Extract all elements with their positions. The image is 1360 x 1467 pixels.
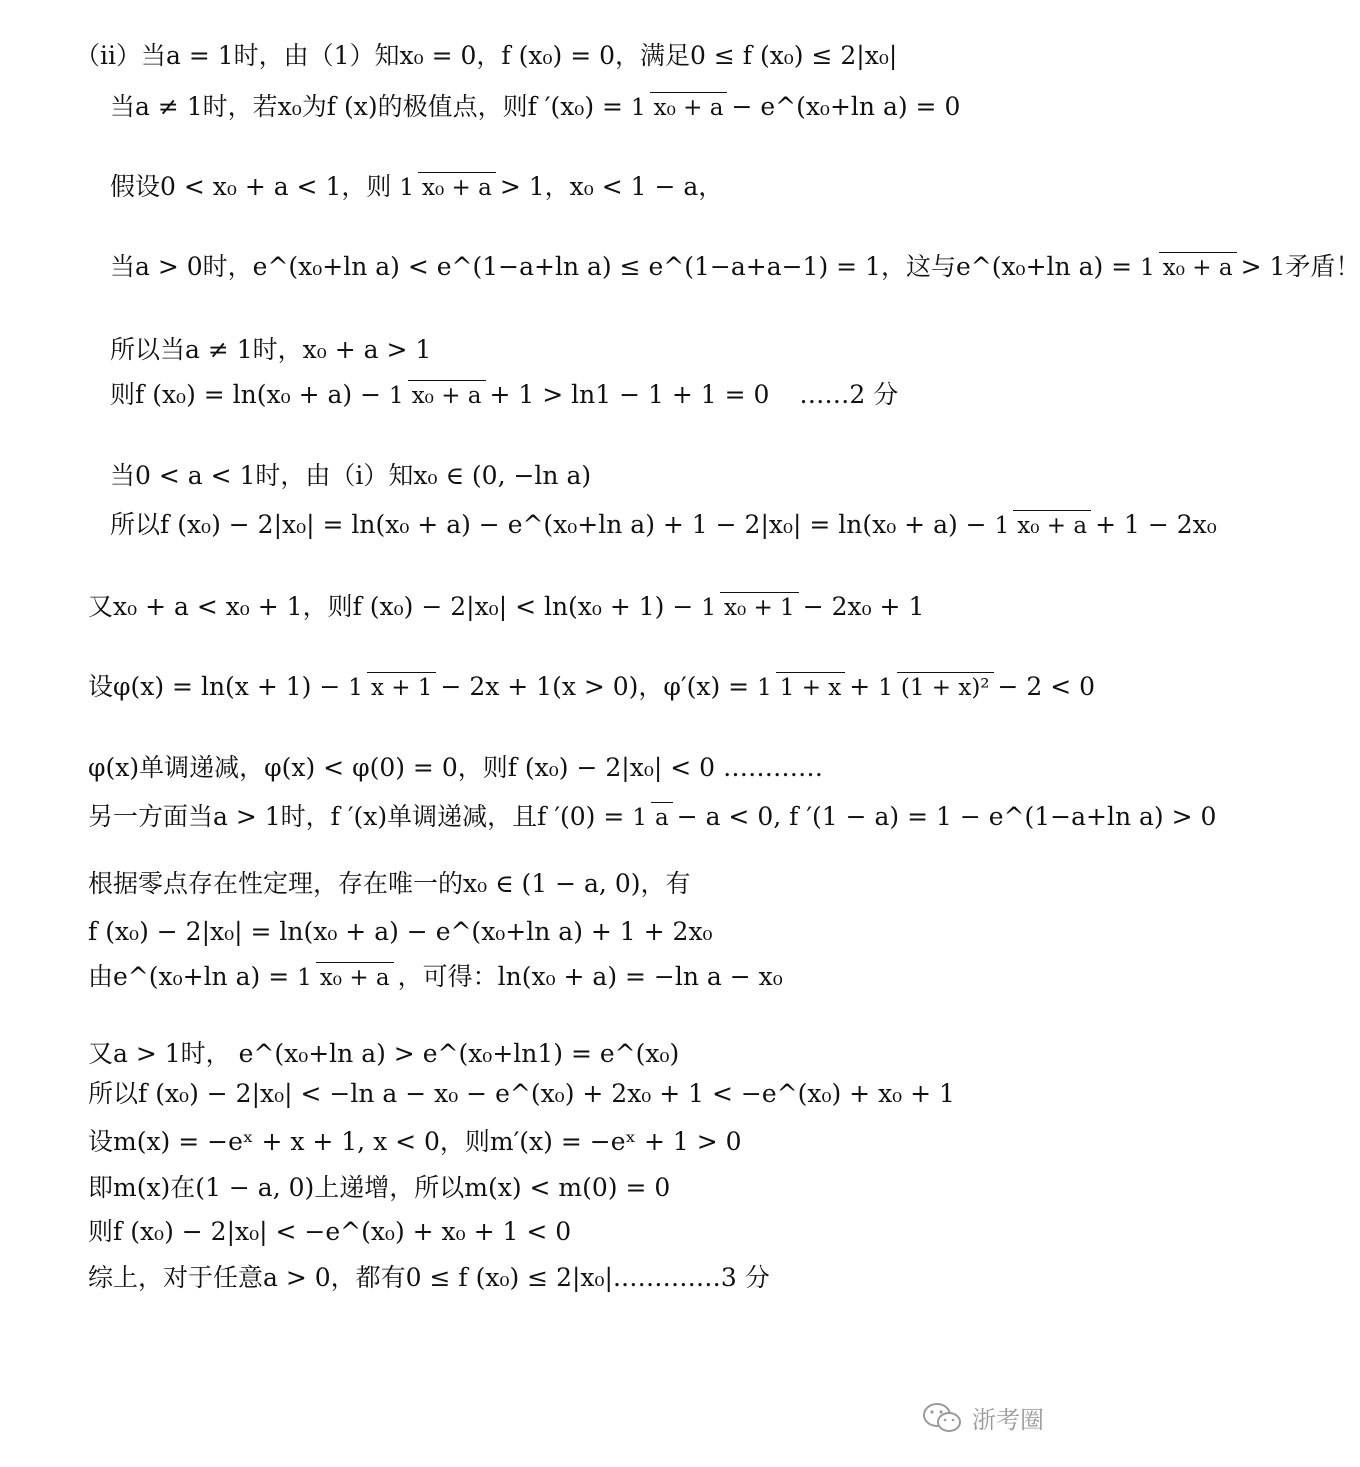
watermark-label: 浙考圈 (972, 1406, 1044, 1434)
fraction-denominator: x₀ + a (316, 962, 394, 991)
fraction (628, 802, 672, 833)
fraction-denominator: 1 + x (776, 672, 846, 701)
line-12-text-a: 另一方面当a > 1时，f ′(x)单调递减，且f ′(0) = (88, 802, 625, 832)
wechat-icon (922, 1401, 962, 1435)
line-15-text-b: ，可得：ln(x₀ + a) = −ln a − x₀ (397, 962, 783, 992)
fraction-numerator: 1 (878, 675, 893, 701)
line-8-text-a: 所以f (x₀) − 2|x₀| = ln(x₀ + a) − e^(x₀+ln a) + 1 − 2|x₀| = ln(x₀ + a) − (110, 510, 987, 540)
line-5 (0, 336, 1190, 365)
fraction-denominator: a (651, 802, 673, 831)
line-9-text-a: 又x₀ + a < x₀ + 1，则f (x₀) − 2|x₀| < ln(x₀ + 1) − (88, 592, 694, 622)
line-19-text: 即m(x)在(1 − a, 0)上递增，所以m(x) < m(0) = 0 (88, 1173, 671, 1202)
line-11-text: φ(x)单调递减，φ(x) < φ(0) = 0，则f (x₀) − 2|x₀| < 0 ………… (88, 753, 823, 782)
line-14-text: f (x₀) − 2|x₀| = ln(x₀ + a) − e^(x₀+ln a) + 1 + 2x₀ (88, 917, 713, 946)
line-13 (0, 870, 1168, 899)
line-10-text-d: − 2 < 0 (997, 672, 1096, 702)
fraction (395, 172, 495, 203)
line-6-text-a: 则f (x₀) = ln(x₀ + a) − (110, 380, 382, 410)
line-2-text-a: 当a ≠ 1时，若x₀为f (x)的极值点，则f ′(x₀) = (110, 92, 623, 122)
fraction (753, 672, 845, 703)
line-6 (0, 380, 1190, 411)
line-13-text: 根据零点存在性定理，存在唯一的x₀ ∈ (1 − a, 0)，有 (88, 869, 691, 898)
line-3 (0, 172, 1190, 203)
fraction-denominator: x₀ + a (408, 380, 486, 409)
fraction (991, 510, 1091, 541)
line-10 (0, 672, 1168, 703)
line-4-text-b: > 1矛盾！ (1240, 252, 1360, 282)
line-18 (0, 1128, 1168, 1157)
line-17-text: 所以f (x₀) − 2|x₀| < −ln a − x₀ − e^(x₀) + 2x₀ + 1 < −e^(x₀) + x₀ + 1 (88, 1079, 955, 1108)
line-21-text: 综上，对于任意a > 0，都有0 ≤ f (x₀) ≤ 2|x₀|.…………3 分 (88, 1263, 770, 1292)
line-7 (0, 462, 1190, 491)
fraction (344, 672, 436, 703)
line-4 (0, 252, 1360, 283)
fraction (874, 672, 993, 703)
watermark (922, 1400, 1044, 1435)
line-8-text-b: + 1 − 2x₀ (1095, 510, 1217, 540)
line-2 (0, 92, 1190, 123)
fraction-denominator: x + 1 (367, 672, 437, 701)
fraction-numerator: 1 (389, 383, 404, 409)
fraction-denominator: (1 + x)² (897, 672, 994, 701)
line-18-text: 设m(x) = −eˣ + x + 1, x < 0，则m′(x) = −eˣ + 1 > 0 (88, 1127, 742, 1156)
fraction (697, 592, 798, 623)
fraction (1136, 252, 1236, 283)
fraction-denominator: x₀ + a (418, 172, 496, 201)
fraction-numerator: 1 (399, 175, 415, 201)
fraction-denominator: x₀ + 1 (720, 592, 799, 621)
line-12-text-b: − a < 0, f ′(1 − a) = 1 − e^(1−a+ln a) > 0 (676, 802, 1217, 832)
fraction-denominator: x₀ + a (650, 92, 728, 121)
line-9-text-b: − 2x₀ + 1 (802, 592, 925, 622)
fraction-numerator: 1 (701, 595, 716, 621)
fraction-numerator: 1 (994, 513, 1010, 539)
fraction-denominator: x₀ + a (1159, 252, 1237, 281)
fraction (293, 962, 393, 993)
line-10-text-b: − 2x + 1(x > 0)，φ′(x) = (440, 672, 750, 702)
fraction-numerator: 1 (632, 805, 647, 831)
fraction (627, 92, 727, 123)
line-16-text: 又a > 1时， e^(x₀+ln a) > e^(x₀+ln1) = e^(x₀) (88, 1039, 680, 1068)
line-14 (0, 918, 1168, 947)
fraction-numerator: 1 (630, 95, 646, 121)
line-21 (0, 1264, 1168, 1293)
line-3-text-b: > 1，x₀ < 1 − a， (499, 172, 724, 202)
line-16 (0, 1040, 1168, 1069)
fraction-numerator: 1 (297, 965, 312, 991)
line-4-text-a: 当a > 0时，e^(x₀+ln a) < e^(1−a+ln a) ≤ e^(1−a+a−1) = 1，这与e^(x₀+ln a) = (110, 252, 1133, 282)
fraction-numerator: 1 (757, 675, 772, 701)
line-8 (0, 510, 1217, 541)
line-17 (0, 1080, 1168, 1109)
score-mark: ……2 分 (799, 380, 899, 410)
line-3-text-a: 假设0 < x₀ + a < 1，则 (110, 172, 392, 202)
line-7-text: 当0 < a < 1时，由（i）知x₀ ∈ (0, −ln a) (110, 461, 592, 490)
line-1-text: （ii）当a = 1时，由（1）知x₀ = 0，f (x₀) = 0，满足0 ≤ f (x₀) ≤ 2|x₀| (75, 41, 898, 70)
fraction-denominator: x₀ + a (1013, 510, 1091, 539)
line-5-text: 所以当a ≠ 1时，x₀ + a > 1 (110, 335, 432, 364)
line-10-text-c: + (849, 672, 871, 702)
line-15 (0, 962, 1168, 993)
fraction (385, 380, 485, 411)
fraction-numerator: 1 (1140, 255, 1155, 281)
line-12 (0, 802, 1217, 833)
line-15-text-a: 由e^(x₀+ln a) = (88, 962, 290, 992)
line-11 (0, 754, 1168, 783)
line-9 (0, 592, 1168, 623)
line-20-text: 则f (x₀) − 2|x₀| < −e^(x₀) + x₀ + 1 < 0 (88, 1217, 572, 1246)
fraction-numerator: 1 (348, 675, 363, 701)
line-19 (0, 1174, 1168, 1203)
line-1 (0, 42, 1155, 71)
line-2-text-b: − e^(x₀+ln a) = 0 (731, 92, 961, 122)
line-10-text-a: 设φ(x) = ln(x + 1) − (88, 672, 341, 702)
line-20 (0, 1218, 1168, 1247)
line-6-text-b: + 1 > ln1 − 1 + 1 = 0 (489, 380, 770, 410)
